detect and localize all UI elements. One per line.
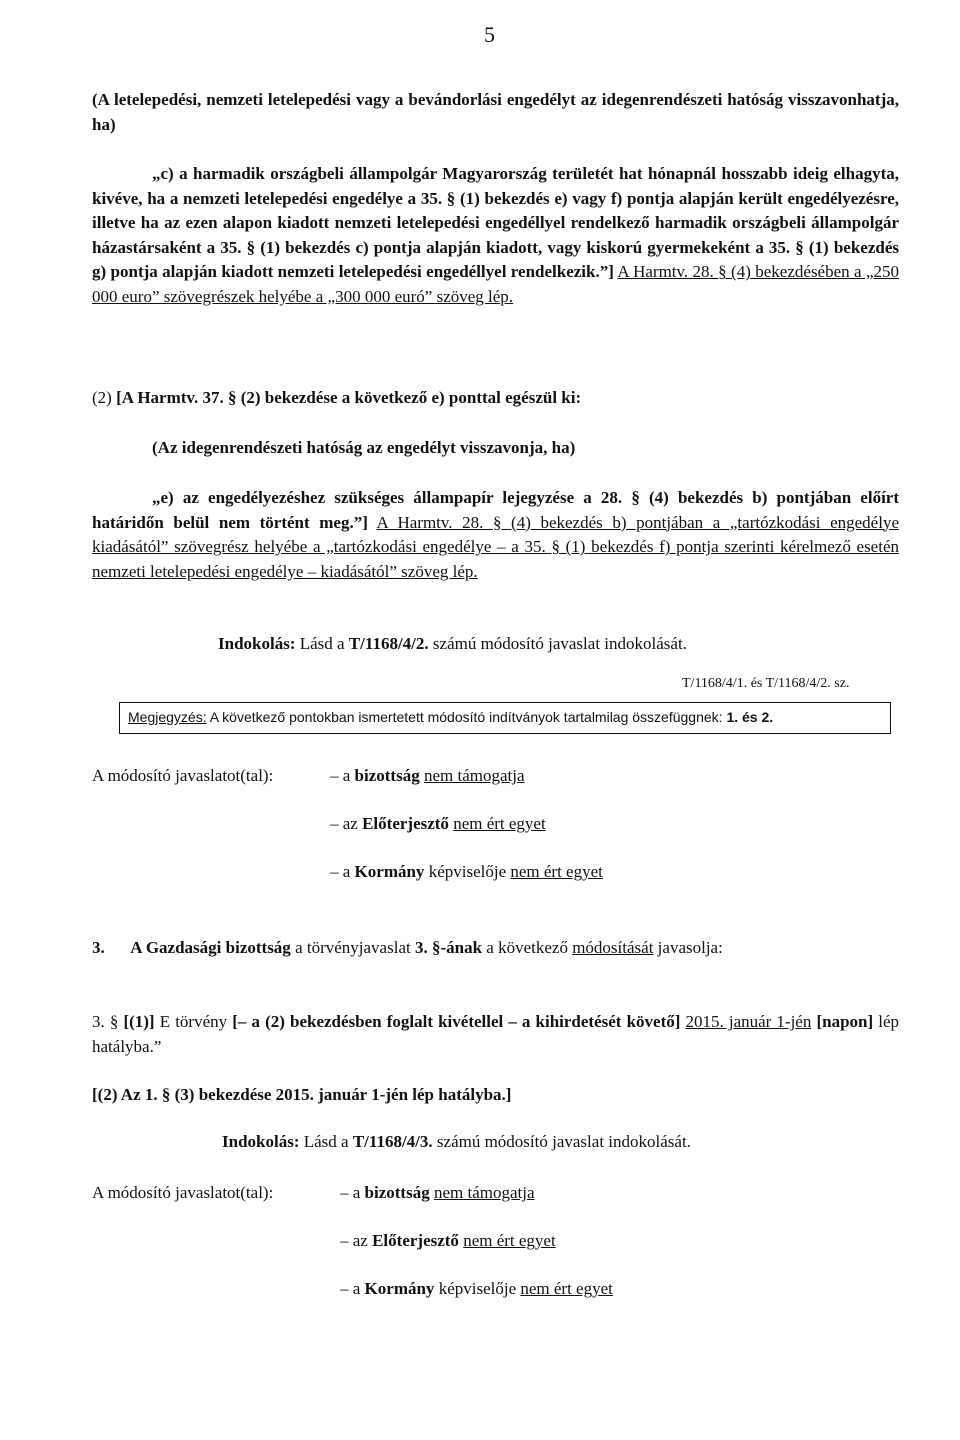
section-text: E törvény: [154, 1012, 233, 1031]
committee-name: A Gazdasági bizottság: [130, 938, 291, 957]
page-number: 5: [484, 22, 495, 47]
vote-position: nem ért egyet: [510, 862, 603, 881]
vote-text: képviselője: [434, 1279, 521, 1298]
context-paragraph-1: (A letelepedési, nemzeti letelepedési vagy a bevándorlási engedélyt az idegenrendészeti hatóság visszavonhatja, ha): [92, 90, 899, 134]
paragraph-number: (2): [92, 388, 117, 407]
amendment-paragraph-2: [92, 386, 899, 411]
dash: – az: [340, 1231, 373, 1250]
amendment-word: módosítását: [572, 938, 654, 957]
section-start: 3. §: [92, 1012, 124, 1031]
vote-subject: bizottság: [354, 766, 420, 785]
item-text: a törvényjavaslat: [290, 938, 415, 957]
vote-committee-1: [330, 766, 525, 786]
vote-presenter-2: [340, 1231, 556, 1251]
dash: – a: [330, 862, 355, 881]
note-box: [119, 702, 891, 734]
inserted-text: A Harmtv. 28. § (4) bekezdés b) pontjában a „tartózkodási engedélye kiadásától” szövegrész helyébe a „tartózkodási engedélye – a 35. § (1) bekezdés f) pontja szerinti kérelmező esetén nemzeti letelepedési engedélye – kiadásától” szöveg lép.: [92, 512, 899, 581]
dash: – a: [340, 1279, 365, 1298]
vote-position: nem ért egyet: [463, 1231, 556, 1250]
reasoning-label: Indokolás:: [222, 1132, 300, 1151]
vote-position: nem ért egyet: [453, 814, 546, 833]
dash: – a: [340, 1183, 365, 1202]
context-paragraph-2: (Az idegenrendészeti hatóság az engedélyt visszavonja, ha): [152, 438, 576, 457]
section-ref: 3. §-ának: [414, 938, 483, 957]
amendment-paragraph-e: [92, 486, 899, 584]
item-number: 3.: [92, 938, 105, 957]
note-text: A következő pontokban ismertetett módosító indítványok tartalmilag összefüggnek:: [206, 709, 727, 725]
dash: – az: [330, 814, 363, 833]
inserted-text: A Harmtv. 28. § (4) bekezdésében a „250 000 euro” szövegrészek helyébe a „300 000 euró” szöveg lép.: [92, 262, 900, 306]
deleted-section-2: [(2) Az 1. § (3) bekezdése 2015. január 1-jén lép hatályba.]: [92, 1085, 512, 1104]
vote-committee-2: [340, 1183, 535, 1203]
item-text: a következő: [482, 938, 573, 957]
reasoning-line-2: [222, 1130, 922, 1155]
vote-subject: Előterjesztő: [362, 814, 449, 833]
vote-subject: Kormány: [364, 1279, 435, 1298]
vote-label-1: A módosító javaslatot(tal):: [92, 766, 274, 785]
deleted-text: „c) a harmadik országbeli állampolgár Magyarország területét hat hónapnál hosszabb ideig elhagyta, kivéve, ha a nemzeti letelepedési engedélye a 35. § (1) bekezdés e) vagy f) pontja alapján került engedélyezésre, illetve ha az ezen alapon kiadott nemzeti letelepedési engedéllyel rendelkező harmadik országbeli állampolgár házastársaként a 35. § (1) bekezdés c) pontja alapján kiadott, vagy kiskorú gyermekeként a 35. § (1) bekezdés g) pontja alapján kiadott nemzeti letelepedési engedéllyel rendelkezik.”]: [92, 164, 899, 282]
vote-position: nem ért egyet: [520, 1279, 613, 1298]
reasoning-text: Lásd a: [295, 634, 349, 653]
reasoning-line-1: [218, 632, 918, 657]
vote-position: nem támogatja: [433, 1183, 535, 1202]
inserted-text: 2015. január 1-jén: [685, 1012, 812, 1031]
reasoning-label: Indokolás:: [218, 634, 296, 653]
deleted-text: [A Harmtv. 37. § (2) bekezdése a következő e) ponttal egészül ki:: [116, 388, 582, 407]
vote-government-2: [340, 1279, 613, 1299]
deleted-text: [– a (2) bekezdésben foglalt kivétellel – a kihirdetését követő]: [232, 1012, 681, 1031]
vote-government-1: [330, 862, 603, 882]
dash: – a: [330, 766, 355, 785]
reference-line: T/1168/4/1. és T/1168/4/2. sz.: [682, 676, 850, 691]
vote-subject: Kormány: [354, 862, 425, 881]
amended-section-3: [92, 1010, 899, 1059]
vote-subject: bizottság: [364, 1183, 430, 1202]
vote-presenter-1: [330, 814, 546, 834]
note-items: 1. és 2.: [726, 709, 774, 725]
amendment-item-3: [92, 936, 899, 961]
deleted-text: „e) az engedélyezéshez szükséges állampapír lejegyzése a 28. § (4) bekezdés b) pontjában előírt határidőn belül nem történt meg.”]: [92, 488, 899, 532]
amendment-paragraph-c: [92, 162, 899, 310]
reasoning-text-end: számú módosító javaslat indokolását.: [428, 634, 687, 653]
reference-number: T/1168/4/3.: [352, 1132, 433, 1151]
vote-label-2: A módosító javaslatot(tal):: [92, 1183, 274, 1202]
reference-number: T/1168/4/2.: [348, 634, 429, 653]
reasoning-text-end: számú módosító javaslat indokolását.: [432, 1132, 691, 1151]
vote-position: nem támogatja: [423, 766, 525, 785]
vote-subject: Előterjesztő: [372, 1231, 459, 1250]
deleted-text: [napon]: [811, 1012, 874, 1031]
vote-text: képviselője: [424, 862, 511, 881]
note-label: Megjegyzés:: [128, 709, 207, 725]
reasoning-text: Lásd a: [299, 1132, 353, 1151]
deleted-text: [(1)]: [123, 1012, 155, 1031]
section-text: lép hatályba.”: [92, 1012, 900, 1056]
item-text: javasolja:: [653, 938, 723, 957]
